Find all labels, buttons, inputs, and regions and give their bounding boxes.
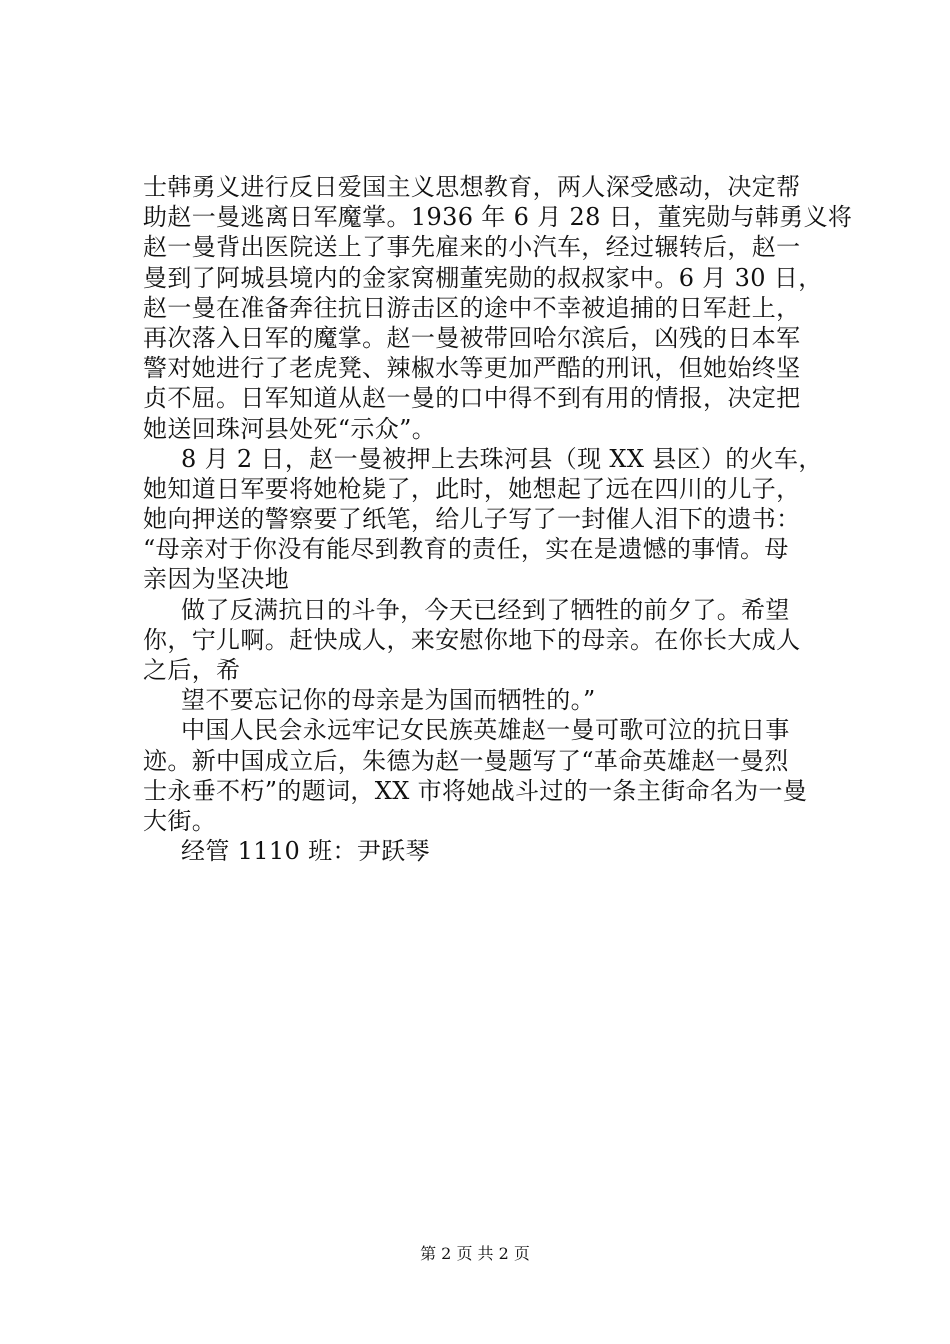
paragraph-start-line: 望不要忘记你的母亲是为国而牺牲的。” (181, 686, 596, 715)
text-line: 赵一曼背出医院送上了事先雇来的小汽车，经过辗转后，赵一 (143, 233, 801, 262)
paragraph-start-line: 8 月 2 日，赵一曼被押上去珠河县（现 XX 县区）的火车， (181, 444, 823, 473)
author-signature-line: 经管 1110 班：尹跃琴 (181, 837, 430, 866)
text-line: 贞不屈。日军知道从赵一曼的口中得不到有用的情报，决定把 (143, 384, 801, 413)
text-line: 赵一曼在准备奔往抗日游击区的途中不幸被追捕的日军赶上， (143, 293, 801, 322)
text-line: 她向押送的警察要了纸笔，给儿子写了一封催人泪下的遗书： (143, 505, 801, 534)
text-line: 士韩勇义进行反日爱国主义思想教育，两人深受感动，决定帮 (143, 173, 801, 201)
document-body (143, 172, 853, 866)
text-line: 她知道日军要将她枪毙了，此时，她想起了远在四川的儿子， (143, 474, 801, 503)
text-line: 亲因为坚决地 (143, 565, 290, 594)
text-line: 士永垂不朽”的题词，XX 市将她战斗过的一条主街命名为一曼 (143, 776, 808, 805)
text-line: 迹。新中国成立后，朱德为赵一曼题写了“革命英雄赵一曼烈 (143, 746, 789, 775)
text-line: 她送回珠河县处死“示众”。 (143, 414, 437, 443)
page-footer (0, 1244, 950, 1264)
paragraph-start-line: 做了反满抗日的斗争，今天已经到了牺牲的前夕了。希望 (181, 595, 790, 624)
text-line: 再次落入日军的魔掌。赵一曼被带回哈尔滨后，凶残的日本军 (143, 323, 801, 352)
text-line: 你，宁儿啊。赶快成人，来安慰你地下的母亲。在你长大成人 (143, 625, 801, 654)
text-line: 之后，希 (143, 656, 241, 684)
text-line: 警对她进行了老虎凳、辣椒水等更加严酷的刑讯，但她始终坚 (143, 354, 801, 383)
text-line: 助赵一曼逃离日军魔掌。1936 年 6 月 28 日，董宪勋与韩勇义将 (143, 203, 853, 232)
text-line: 大街。 (143, 806, 217, 835)
text-line: 曼到了阿城县境内的金家窝棚董宪勋的叔叔家中。6 月 30 日， (143, 263, 823, 292)
page-number: 第 2 页 共 2 页 (420, 1244, 530, 1263)
text-line: “母亲对于你没有能尽到教育的责任，实在是遗憾的事情。母 (143, 535, 789, 564)
paragraph-start-line: 中国人民会永远牢记女民族英雄赵一曼可歌可泣的抗日事 (181, 716, 790, 745)
